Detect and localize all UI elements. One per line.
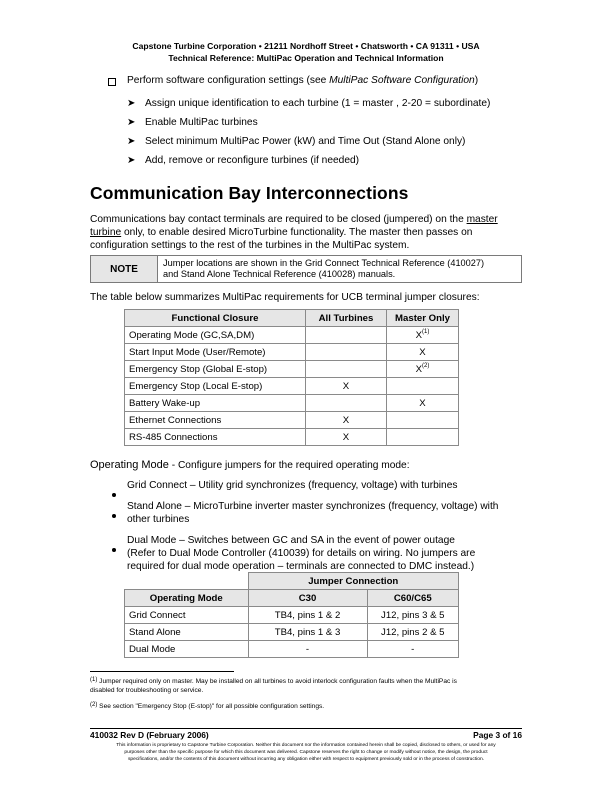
section-paragraph — [90, 213, 522, 252]
intro-sub-item: Assign unique identification to each turbine (1 = master , 2-20 = subordinate) — [145, 98, 491, 109]
col-header: All Turbines — [306, 310, 387, 327]
checkbox-bullet-icon — [108, 77, 116, 90]
cell-closure: Emergency Stop (Local E-stop) — [125, 378, 306, 395]
table-row — [125, 624, 459, 641]
para-underlined-turbine: turbine — [90, 227, 122, 238]
intro-item-link-text: MultiPac Software Configuration — [329, 75, 475, 86]
cell-all — [306, 395, 387, 412]
table-row — [125, 327, 459, 344]
table-header-row — [125, 573, 459, 590]
arrow-bullet-icon: ➤ — [127, 155, 136, 166]
empty-corner-cell — [125, 573, 249, 590]
footer-divider — [90, 728, 522, 729]
para-text: configuration settings to the rest of the turbines in the MultiPac system. — [90, 240, 410, 251]
cell-closure: Emergency Stop (Global E-stop) — [125, 361, 306, 378]
intro-sub-item: Select minimum MultiPac Power (kW) and Time Out (Stand Alone only) — [145, 136, 466, 147]
cell-c60: J12, pins 3 & 5 — [367, 607, 459, 624]
intro-item-suffix: ) — [474, 75, 479, 86]
cell-master: X — [387, 344, 459, 361]
intro-item-text: Perform software configuration settings (see — [127, 75, 330, 86]
footer-doc-id: 410032 Rev D (February 2006) — [90, 730, 209, 740]
cell-master — [387, 378, 459, 395]
header-title: Technical Reference: MultiPac Operation and Technical Information — [168, 53, 444, 63]
mode-bullet: Stand Alone – MicroTurbine inverter master synchronizes (frequency, voltage) with other turbines — [127, 501, 499, 525]
cell-master — [387, 412, 459, 429]
col-header: Operating Mode — [125, 590, 249, 607]
cell-all — [306, 361, 387, 378]
cell-all: X — [306, 378, 387, 395]
bullet-dot-icon — [112, 484, 116, 502]
arrow-bullet-icon: ➤ — [127, 136, 136, 147]
cell-closure: RS-485 Connections — [125, 429, 306, 446]
note-box — [90, 255, 522, 283]
section-title-wrap — [90, 183, 408, 204]
note-text — [163, 258, 484, 280]
cell-mode: Grid Connect — [125, 607, 249, 624]
cell-c30: TB4, pins 1 & 2 — [248, 607, 367, 624]
note-line: Jumper locations are shown in the Grid Connect Technical Reference (410027) — [163, 258, 485, 268]
table-header-row — [125, 310, 459, 327]
footnote-1: $^{(1)}$ Jumper required only on master. May be installed on all turbines to avoid interlock configuration faults when the MultiPac is disabled for troubleshooting or service. — [90, 677, 457, 694]
arrow-bullet-icon: ➤ — [127, 98, 136, 109]
footnote-ref: (1) — [422, 328, 430, 335]
cell-all: X — [306, 429, 387, 446]
footnote-divider — [90, 671, 234, 672]
operating-mode-heading — [90, 459, 410, 471]
mode-bullet: Grid Connect – Utility grid synchronizes (frequency, voltage) with turbines — [127, 480, 458, 491]
closure-table — [124, 309, 459, 446]
col-header: Functional Closure — [125, 310, 306, 327]
note-label: NOTE — [91, 256, 158, 282]
operating-mode-label: Operating Mode — [90, 459, 169, 471]
section-title: Communication Bay Interconnections — [90, 183, 409, 203]
cell-all — [306, 327, 387, 344]
table-row — [125, 378, 459, 395]
group-header: Jumper Connection — [248, 573, 459, 590]
para-text: only, to enable desired MicroTurbine functionality. The master then passes on — [121, 227, 473, 238]
table-row — [125, 412, 459, 429]
cell-closure: Battery Wake-up — [125, 395, 306, 412]
cell-all: X — [306, 412, 387, 429]
col-header: C30 — [248, 590, 367, 607]
footnote-2: $^{(2)}$ See section "Emergency Stop (E-stop)" for all possible configuration settings. — [90, 702, 325, 710]
cell-all — [306, 344, 387, 361]
arrow-bullet-icon: ➤ — [127, 117, 136, 128]
intro-sub-item: Enable MultiPac turbines — [145, 117, 258, 128]
table-intro: The table below summarizes MultiPac requirements for UCB terminal jumper closures: — [90, 292, 480, 303]
table-row — [125, 429, 459, 446]
intro-sub-item: Add, remove or reconfigure turbines (if needed) — [145, 155, 360, 166]
note-line: and Stand Alone Technical Reference (410028) manuals. — [163, 269, 396, 279]
para-text: Communications bay contact terminals are required to be closed (jumpered) on the — [90, 214, 467, 225]
footer-page-number: Page 3 of 16 — [473, 730, 522, 740]
cell-closure: Ethernet Connections — [125, 412, 306, 429]
bullet-dot-icon — [112, 539, 116, 557]
para-underlined-master: master — [466, 214, 498, 225]
cell-master: X — [387, 395, 459, 412]
table-row — [125, 361, 459, 378]
table-header-row — [125, 590, 459, 607]
footnote-ref: (2) — [422, 362, 430, 369]
cell-master — [387, 429, 459, 446]
cell-c30: TB4, pins 1 & 3 — [248, 624, 367, 641]
cell-c60: J12, pins 2 & 5 — [367, 624, 459, 641]
footer-legal: This information is proprietary to Capstone Turbine Corporation. Neither this document nor the information contained herein shall be copied, disclosed to others, or used for any purposes other than the specific purpose for which this document was delivered. Capstone reserves the right to change or modify without notice, the design, the product specifications, and/or the contents of this document without incurring any obligation either with respect to equipment previously sold or in the process of construction. — [116, 743, 496, 762]
table-row — [125, 395, 459, 412]
col-header: C60/C65 — [367, 590, 459, 607]
table-row — [125, 641, 459, 658]
table-row — [125, 344, 459, 361]
intro-item — [127, 74, 478, 87]
cell-master: $X^{(1)}$ — [387, 327, 459, 344]
header-company: Capstone Turbine Corporation • 21211 Nordhoff Street • Chatsworth • CA 91311 • USA — [132, 41, 480, 51]
operating-mode-text: - Configure jumpers for the required operating mode: — [168, 460, 410, 471]
table-row — [125, 607, 459, 624]
cell-master: $X^{(2)}$ — [387, 361, 459, 378]
cell-c30: - — [248, 641, 367, 658]
mode-bullet: Dual Mode – Switches between GC and SA in the event of power outage (Refer to Dual Mode Controller (410039) for details on wiring. No jumpers are required for dual mode operation – terminals are connected to DMC instead.) — [127, 535, 476, 572]
cell-mode: Stand Alone — [125, 624, 249, 641]
jumper-table — [124, 572, 459, 658]
cell-closure: Operating Mode (GC,SA,DM) — [125, 327, 306, 344]
bullet-dot-icon — [112, 505, 116, 523]
cell-mode: Dual Mode — [125, 641, 249, 658]
col-header: Master Only — [387, 310, 459, 327]
cell-closure: Start Input Mode (User/Remote) — [125, 344, 306, 361]
cell-c60: - — [367, 641, 459, 658]
